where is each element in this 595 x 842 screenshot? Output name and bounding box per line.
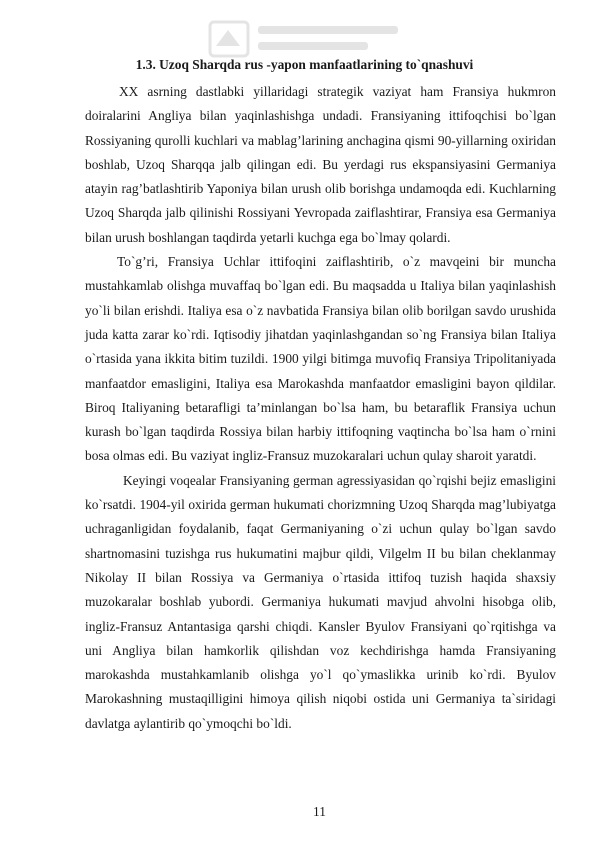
- section-heading: 1.3. Uzoq Sharqda rus -yapon manfaatlarining to`qnashuvi: [135, 57, 474, 72]
- paragraph-3: Keyingi voqealar Fransiyaning german agressiyasidan qo`rqishi bejiz emasligini ko`rsatdi. 1904-yil oxirida german hukumati chorizmning Uzoq Sharqda mag’lubiyatga uchraganligidan foydalanib, faqat Germaniyaning o`zi uchun qulay bo`lgan savdo shartnomasini tuzishga rus hukumatini majbur qildi, Vilgelm II bu bilan cheklanmay Nikolay II bilan Rossiya va Germaniya o`rtasida ittifoq tuzish haqida shaxsiy muzokaralar boshlab yubordi. Germaniya hukumati mavjud ahvolni hisobga olib, ingliz-Fransuz Antantasiga qarshi chiqdi. Kansler Byulov Fransiyani qo`rqitishga va uni Angliya bilan hamkorlik qilishdan voz kechdirishga hamda Fransiyaning marokashda mustahkamlanib olishga yo`l qo`ymaslikka urinib ko`rdi. Byulov Marokashning mustaqilligini himoya qilish niqobi ostida uni Germaniya ta`siridagi davlatga aylantirib qo`ymoqchi bo`ldi.: [85, 472, 556, 731]
- page-number: 11: [313, 804, 326, 819]
- document-body: [85, 80, 556, 736]
- paragraph-1: XX asrning dastlabki yillaridagi strategik vaziyat ham Fransiya hukmron doiralarini Angliya bilan yaqinlashishga undadi. Fransiyaning ittifoqchisi bo`lgan Rossiyaning qurolli kuchlari va mablag’larining anchagina qismi 90-yillarning oxiridan boshlab, Uzoq Sharqqa jalb qilingan edi. Bu yerdagi rus ekspansiyasini Germaniya atayin rag’batlashtirib Yaponiya bilan urush olib borishga undamoqda edi. Kuchlarning Uzoq Sharqda jalb qilinishi Rossiyani Yevropada zaiflashtirar, Fransiya esa Germaniya bilan urush boshlangan taqdirda yetarli kuchga ega bo`lmay qolardi.: [85, 84, 556, 245]
- paragraph-2: To`g’ri, Fransiya Uchlar ittifoqini zaiflashtirib, o`z mavqeini bir muncha mustahkamlab olishga muvaffaq bo`lgan edi. Bu maqsadda u Italiya bilan yaqinlashish yo`li bilan erishdi. Italiya esa o`z navbatida Fransiya bilan olib borilgan savdo urushida juda katta zarar ko`rdi. Iqtisodiy jihatdan yaqinlashgandan so`ng Fransiya bilan Italiya o`rtasida yana ikkita bitim tuzildi. 1900 yilgi bitimga muvofiq Fransiya Tripolitaniyada manfaatdor emasligini, Italiya esa Marokashda manfaatdor emasligini bayon qildilar. Biroq Italiyaning betarafligi ta’minlangan bo`lsa ham, bu betaraflik Fransiya uchun kurash bo`lgan taqdirda Rossiya bilan harbiy ittifoqning vaqtincha bo`lsa ham o`rnini bosa olmas edi. Bu vaziyat ingliz-Fransuz muzokaralari uchun qulay sharoit yaratdi.: [85, 254, 556, 464]
